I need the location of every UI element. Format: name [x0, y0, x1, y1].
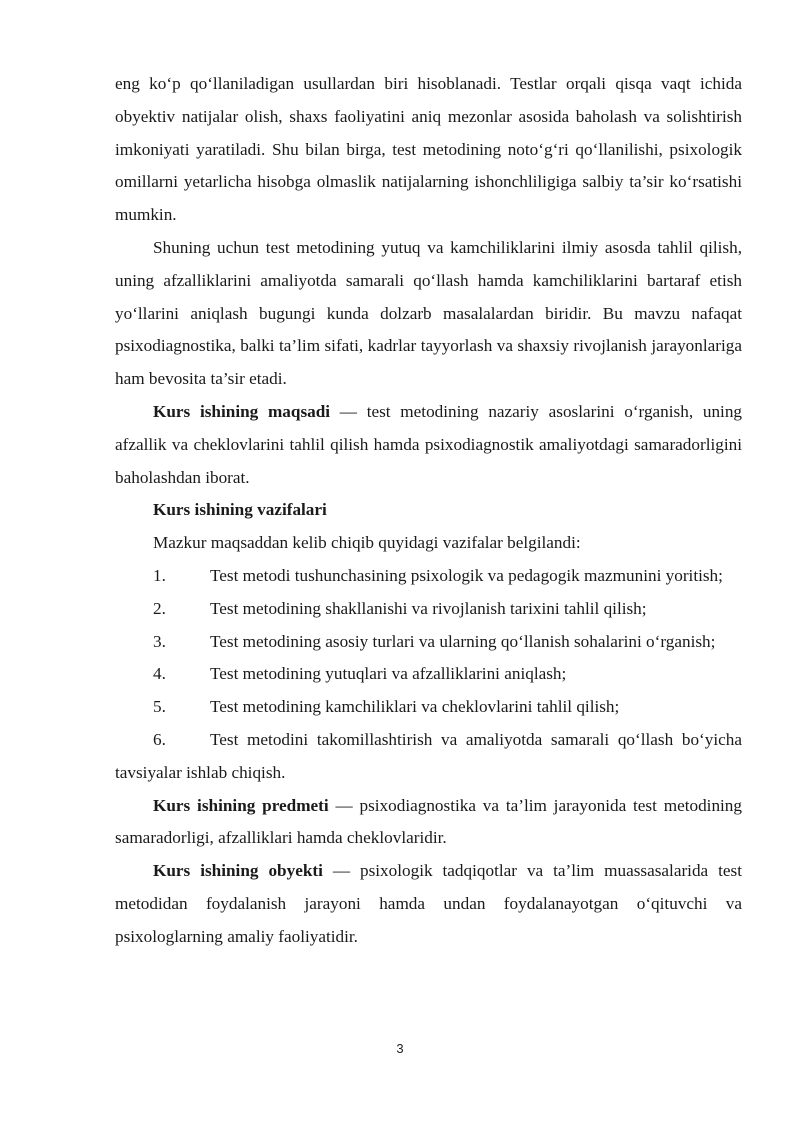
- list-item-text: Test metodining asosiy turlari va ularning qo‘llanish sohalarini o‘rganish;: [210, 631, 716, 651]
- paragraph-relevance: Shuning uchun test metodining yutuq va kamchiliklarini ilmiy asosda tahlil qilish, uning afzalliklarini amaliyotda samarali qo‘llash hamda kamchiliklarini bartaraf etish yo‘llarini aniqlash bugungi kunda dolzarb masalalardan biridir. Bu mavzu nafaqat psixodiagnostika, balki ta’lim sifati, kadrlar tayyorlash va shaxsiy rivojlanish jarayonlariga ham bevosita ta’sir etadi.: [115, 237, 742, 389]
- list-item: [115, 560, 742, 593]
- list-item: [115, 691, 742, 724]
- list-item-number: 3.: [153, 631, 166, 651]
- list-item-text: Test metodi tushunchasining psixologik va pedagogik mazmunini yoritish;: [210, 565, 723, 585]
- document-body: [115, 68, 742, 954]
- tasks-intro: Mazkur maqsaddan kelib chiqib quyidagi vazifalar belgilandi:: [153, 533, 581, 553]
- list-item-text: Test metodining shakllanishi va rivojlanish tarixini tahlil qilish;: [210, 598, 647, 618]
- list-item-text: Test metodining kamchiliklari va cheklovlarini tahlil qilish;: [210, 697, 620, 717]
- list-item: [115, 658, 742, 691]
- subject-label: Kurs ishining predmeti: [153, 795, 329, 815]
- paragraph-object: [115, 855, 742, 953]
- subject-text: — psixodiagnostika va ta’lim jarayonida test metodining samaradorligi, afzalliklari hamda cheklovlaridir.: [115, 795, 742, 848]
- paragraph-goal: [115, 396, 742, 494]
- paragraph-subject: [115, 790, 742, 856]
- list-item-text: Test metodini takomillashtirish va amaliyotda samarali qo‘llash bo‘yicha tavsiyalar ishlab chiqish.: [115, 729, 742, 782]
- list-item: [115, 724, 742, 790]
- tasks-list: [115, 560, 742, 790]
- list-item-number: 4.: [153, 664, 166, 684]
- list-item: [115, 626, 742, 659]
- page-number: 3: [396, 1041, 404, 1056]
- list-item-number: 1.: [153, 565, 166, 585]
- list-item: [115, 593, 742, 626]
- list-item-number: 2.: [153, 598, 166, 618]
- goal-label: Kurs ishining maqsadi: [153, 401, 331, 421]
- goal-text: — test metodining nazariy asoslarini o‘rganish, uning afzallik va cheklovlarini tahlil qilish hamda psixodiagnostik amaliyotdagi samaradorligini baholashdan iborat.: [115, 401, 743, 487]
- object-label: Kurs ishining obyekti: [153, 861, 323, 881]
- tasks-heading: Kurs ishining vazifalari: [153, 500, 327, 520]
- list-item-text: Test metodining yutuqlari va afzalliklarini aniqlash;: [210, 664, 567, 684]
- object-text: — psixologik tadqiqotlar va ta’lim muassasalarida test metodidan foydalanish jarayoni hamda undan foydalanayotgan o‘qituvchi va psixologlarning amaliy faoliyatidir.: [115, 861, 742, 946]
- list-item-number: 5.: [153, 697, 166, 717]
- paragraph-intro-continuation: eng ko‘p qo‘llaniladigan usullardan biri hisoblanadi. Testlar orqali qisqa vaqt ichida obyektiv natijalar olish, shaxs faoliyatini aniq mezonlar asosida baholash va solishtirish imkoniyati yaratiladi. Shu bilan birga, test metodining noto‘g‘ri qo‘llanilishi, psixologik omillarni yetarlicha hisobga olmaslik natijalarning ishonchliligiga salbiy ta’sir ko‘rsatishi mumkin.: [115, 74, 742, 225]
- list-item-number: 6.: [153, 729, 166, 749]
